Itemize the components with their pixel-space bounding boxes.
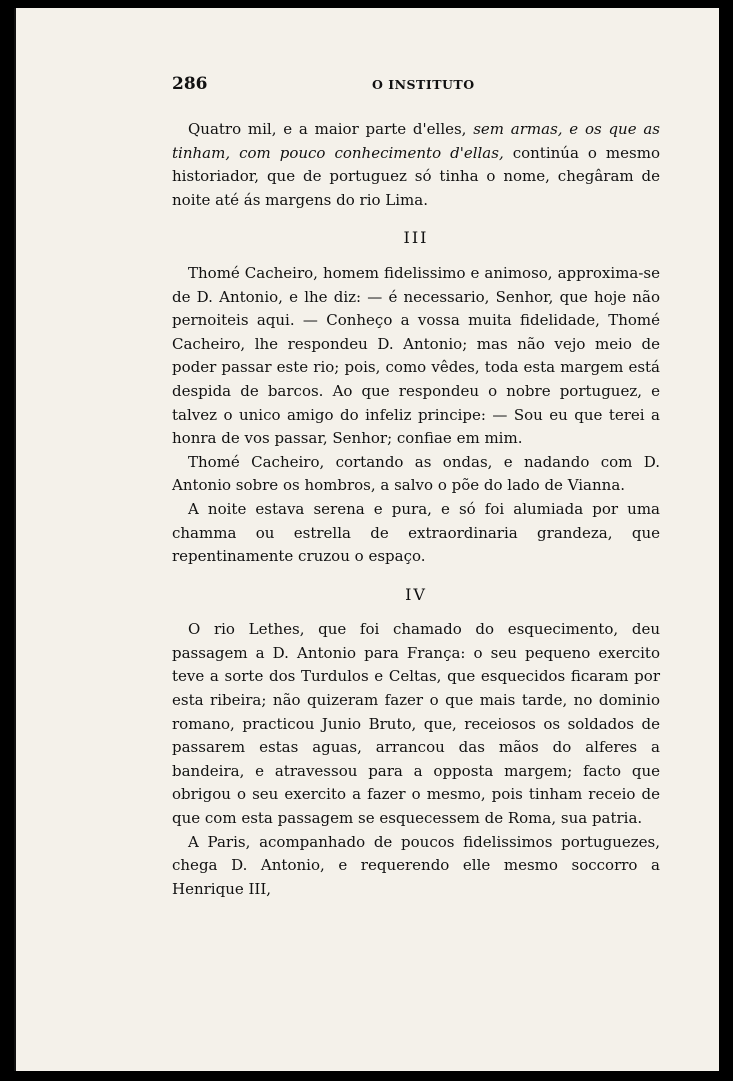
section4-paragraph-1: O rio Lethes, que foi chamado do esquecimento, deu passagem a D. Antonio para França: o seu pequeno exercito teve a sorte dos Turdulos e Celtas, que esquecidos ficaram por esta ribeira; não quizeram fazer o que mais tarde, no dominio romano, practicou Junio Bruto, que, receiosos os soldados de passarem estas aguas, arrancou das mãos do alferes a bandeira, e atravessou para a opposta margem; facto que obrigou o seu exercito a fazer o mesmo, pois tinham receio de que com esta passagem se esquecessem de Roma, sua patria. <box>172 620 660 828</box>
opening-italic-quote: sem armas, e os que as tinham, com pouco conhecimento d'ellas, <box>172 120 660 162</box>
running-title: O INSTITUTO <box>372 77 475 92</box>
section3-paragraph-2: Thomé Cacheiro, cortando as ondas, e nadando com D. Antonio sobre os hombros, a salvo o põe do lado de Vianna. <box>172 452 660 495</box>
opening-paragraph <box>172 118 660 212</box>
section3-paragraph-1: Thomé Cacheiro, homem fidelissimo e animoso, approxima-se de D. Antonio, e lhe diz: — é necessario, Senhor, que hoje não pernoiteis aqui. — Conheço a vossa muita fidelidade, Thomé Cacheiro, lhe respondeu D. Antonio; mas não vejo meio de poder passar este rio; pois, como vêdes, toda esta margem está despida de barcos. Ao que respondeu o nobre portuguez, e talvez o unico amigo do infeliz principe: — Sou eu que terei a honra de vos passar, Senhor; confiae em mim. <box>172 263 660 448</box>
opening-text-2: continúa o mesmo historiador, que de portuguez só tinha o nome, chegâram de noite até ás margens do rio Lima. <box>172 143 660 209</box>
section-heading-iii: III <box>403 228 429 248</box>
section4-paragraph-2-text: A Paris, acompanhado de poucos fidelissimos portuguezes, chega D. Antonio, e requerendo elle mesmo soccorro a Henrique <box>172 832 660 898</box>
section3-paragraph-3: A noite estava serena e pura, e só foi alumiada por uma chamma ou estrella de extraordinaria grandeza, que repentinamente cruzou o espaço. <box>172 499 660 566</box>
book-page <box>14 8 719 1071</box>
page-number: 286 <box>172 74 208 94</box>
regnal-numeral: III, <box>248 879 272 898</box>
opening-text-1: Quatro mil, e a maior parte d'elles, <box>188 120 474 138</box>
body-text <box>172 118 660 901</box>
section4-paragraph-2 <box>172 831 660 902</box>
section-heading-iv: IV <box>405 584 427 604</box>
